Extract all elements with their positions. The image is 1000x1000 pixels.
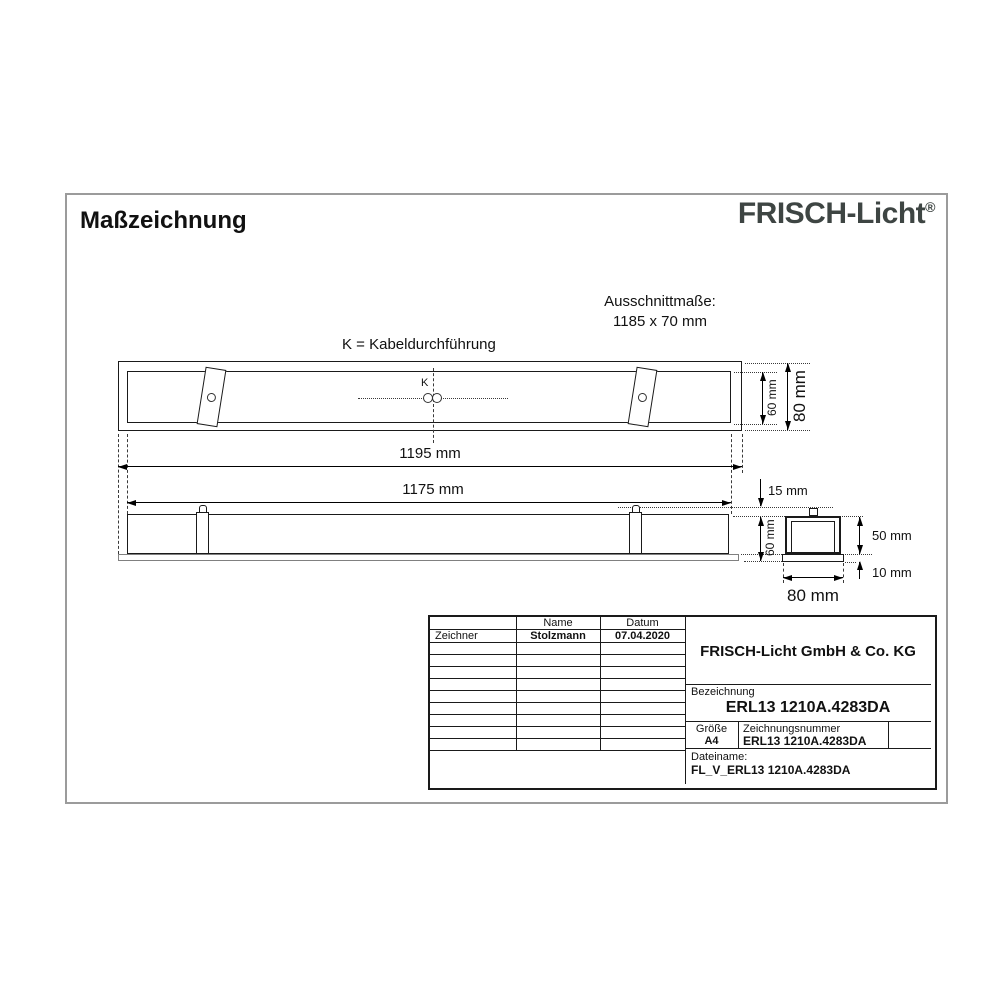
filename-value: FL_V_ERL13 1210A.4283DA [691,763,851,777]
title-block [428,615,937,790]
row-role-zeichner: Zeichner [435,630,478,642]
cable-legend: K = Kabeldurchführung [342,336,496,353]
k-marker-label: K [421,377,429,389]
dim-inner-length-line [127,502,731,503]
size-label: Größe [695,723,728,735]
dim-post-protrusion-label: 15 mm [768,483,808,498]
dim-top-inner-height-label: 60 mm [765,379,779,417]
designation-value: ERL13 1210A.4283DA [725,699,891,716]
bracket-hole-right [637,392,647,402]
designation-label: Bezeichnung [691,686,755,698]
tick-line [845,562,856,563]
grid-line [685,748,931,749]
grid-line [430,654,685,655]
dim-outer-length-label: 1195 mm [399,445,461,462]
grid-line [430,726,685,727]
dim-end-width-label: 80 mm [787,586,839,605]
bracket-hole-left [206,392,216,402]
company-name: FRISCH-Licht GmbH & Co. KG [700,643,916,660]
grid-line [430,738,685,739]
tick-line [845,554,872,555]
dim-top-inner-height-line [762,372,763,424]
grid-line [685,721,931,722]
end-view-nub [809,508,818,516]
dim-end-body-depth-line [859,517,860,554]
dim-end-flange-depth-arrow [859,562,860,579]
tick-line [618,507,833,508]
grid-line [430,702,685,703]
dim-outer-length-line [118,466,742,467]
extension-line [843,563,844,583]
grid-line [430,678,685,679]
dim-end-body-depth-label: 50 mm [872,528,912,543]
grid-line [888,721,889,748]
grid-line [430,642,685,643]
dim-end-width-line [783,577,843,578]
brand-logo [640,197,935,231]
grid-line [430,750,685,751]
end-view-flange [782,554,844,562]
mounting-post-left [196,512,209,554]
k-hole-right [432,393,442,403]
column-header-name: Name [543,617,573,629]
k-centerline-v [433,368,434,443]
extension-line [742,434,743,473]
column-header-date: Datum [626,617,659,629]
grid-line [738,721,739,748]
side-view-flange [118,554,739,561]
filename-label: Dateiname: [691,751,748,763]
brand-logo-text: FRISCH-Licht [737,197,926,230]
dim-top-outer-height-line [787,363,788,430]
extension-line [731,434,732,514]
dim-end-total-depth-label: 60 mm [763,519,777,557]
grid-line [430,666,685,667]
zeichner-name: Stolzmann [530,630,586,642]
drawing-title: Maßzeichnung [80,207,247,234]
grid-line [430,690,685,691]
dim-end-total-depth-line [760,517,761,561]
cutout-label: Ausschnittmaße: [604,293,716,310]
dim-end-flange-depth-label: 10 mm [872,565,912,580]
registered-mark: ® [925,199,935,215]
drawing-number-label: Zeichnungsnummer [743,723,841,735]
mounting-post-right [629,512,642,554]
mounting-post-cap-right [632,505,640,513]
dim-post-protrusion-arrow [760,479,761,506]
dim-inner-length-label: 1175 mm [402,481,464,498]
dim-top-outer-height-label: 80 mm [790,370,809,423]
extension-line [118,434,119,554]
grid-line [685,684,931,685]
zeichner-date: 07.04.2020 [614,630,671,642]
mounting-post-cap-left [199,505,207,513]
drawing-number-value: ERL13 1210A.4283DA [743,734,867,748]
cutout-size: 1185 x 70 mm [613,313,707,330]
grid-line [430,714,685,715]
size-value: A4 [704,735,719,747]
end-view-inner-wall [791,521,835,554]
tick-line [744,561,782,562]
